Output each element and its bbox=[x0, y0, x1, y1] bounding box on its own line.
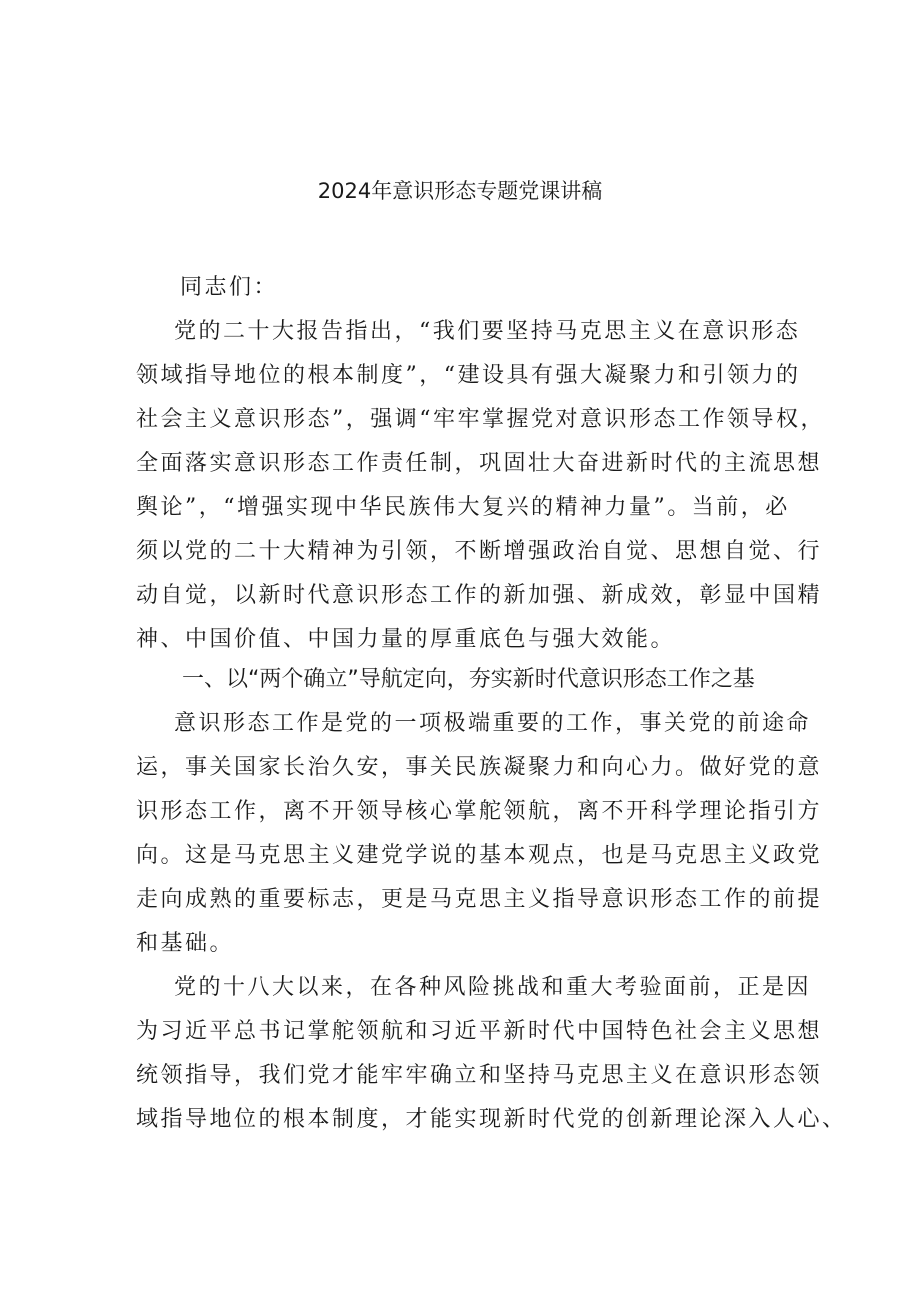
paragraph-line: 动自觉，以新时代意识形态工作的新加强、新成效，彰显中国精 bbox=[136, 583, 823, 608]
paragraph-line: 党的二十大报告指出，“我们要坚持马克思主义在意识形态 bbox=[136, 319, 801, 344]
paragraph-line: 向。这是马克思主义建党学说的基本观点，也是马克思主义政党 bbox=[136, 843, 823, 868]
paragraph-1 bbox=[136, 310, 825, 662]
paragraph-line: 全面落实意识形态工作责任制，巩固壮大奋进新时代的主流思想 bbox=[136, 451, 823, 476]
paragraph-line: 运，事关国家长治久安，事关民族凝聚力和向心力。做好党的意 bbox=[136, 755, 823, 780]
salutation: 同志们： bbox=[180, 275, 279, 300]
section-heading-1: 一、以“两个确立”导航定向，夯实新时代意识形态工作之基 bbox=[182, 667, 755, 692]
paragraph-line: 统领指导，我们党才能牢牢确立和坚持马克思主义在意识形态领 bbox=[136, 1063, 823, 1088]
paragraph-line: 走向成熟的重要标志，更是马克思主义指导意识形态工作的前提 bbox=[136, 887, 823, 912]
paragraph-line: 党的十八大以来，在各种风险挑战和重大考验面前，正是因 bbox=[136, 975, 811, 1000]
salutation-block bbox=[136, 266, 796, 310]
paragraph-line: 神、中国价值、中国力量的厚重底色与强大效能。 bbox=[136, 627, 676, 652]
paragraph-line: 为习近平总书记掌舵领航和习近平新时代中国特色社会主义思想 bbox=[136, 1019, 823, 1044]
paragraph-line: 和基础。 bbox=[136, 931, 235, 956]
paragraph-line: 领域指导地位的根本制度”，“建设具有强大凝聚力和引领力的 bbox=[136, 363, 801, 388]
paragraph-line: 识形态工作，离不开领导核心掌舵领航，离不开科学理论指引方 bbox=[136, 799, 823, 824]
paragraph-line: 舆论”，“增强实现中华民族伟大复兴的精神力量”。当前，必 bbox=[136, 495, 790, 520]
paragraph-3 bbox=[136, 966, 847, 1142]
paragraph-line: 意识形态工作是党的一项极端重要的工作，事关党的前途命 bbox=[136, 711, 811, 736]
document-title: 2024年意识形态专题党课讲稿 bbox=[317, 179, 603, 203]
paragraph-2 bbox=[136, 702, 823, 966]
paragraph-line: 须以党的二十大精神为引领，不断增强政治自觉、思想自觉、行 bbox=[136, 539, 823, 564]
paragraph-line: 域指导地位的根本制度，才能实现新时代党的创新理论深入人心、 bbox=[136, 1107, 847, 1132]
paragraph-line: 社会主义意识形态”，强调“牢牢掌握党对意识形态工作领导权， bbox=[136, 407, 825, 432]
